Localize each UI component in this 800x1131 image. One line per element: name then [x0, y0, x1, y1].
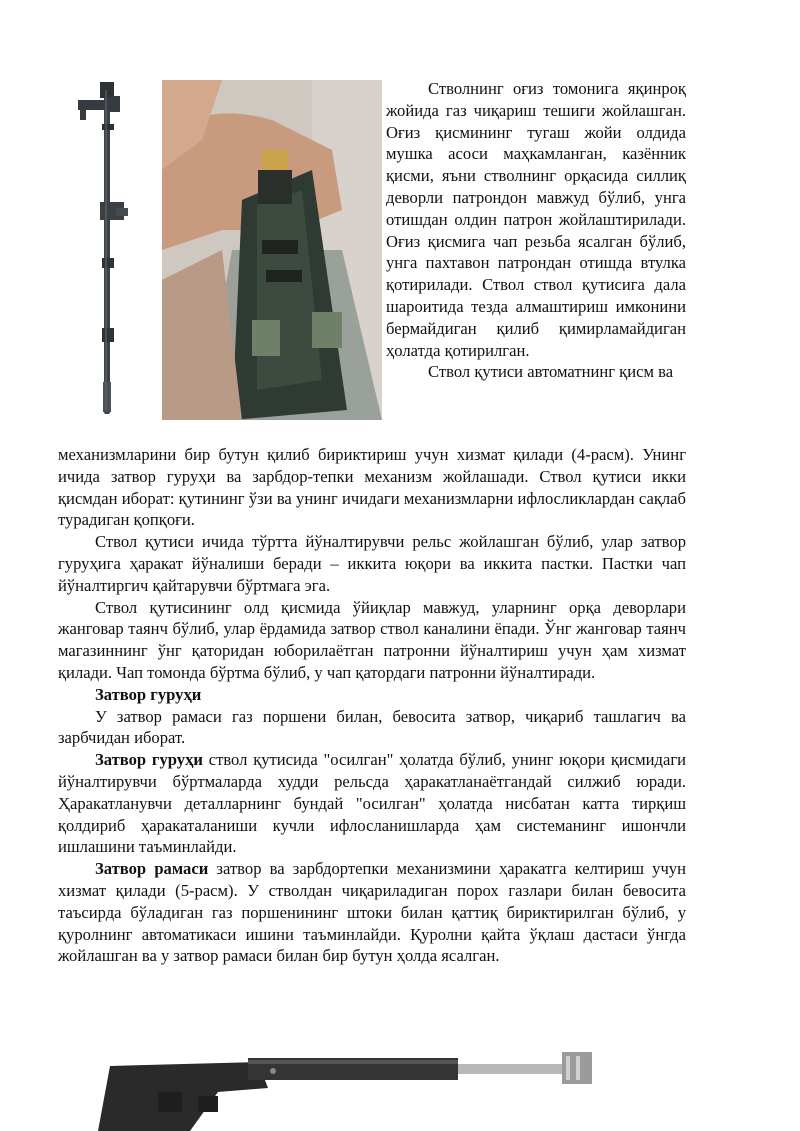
bolt-group-heading: Затвор гуруҳи	[95, 684, 202, 704]
intro-paragraph: Стволнинг оғиз томонига яқинроқ жойида газ чиқариш тешиги жойлашган. Оғиз қисмининг тугаш жойи олдида мушка асоси маҳкамланган, казённик қисми, яъни стволнинг орқасида силлиқ деворли патрондон мавжуд бўлиб, унга отишдан олдин патрон жойлаштирилади. Оғиз қисмига чап резьба ясалган бўлиб, унга пахтавон патрондан отишда втулка қотирилади. Ствол ствол қутисига дала шароитида тезда алмаштириш имконини бермайдиган қилиб қимирламайдиган ҳолатда қотирилган.	[386, 79, 686, 360]
barrel-image	[78, 82, 136, 418]
receiver-paragraph: механизмларини бир бутун қилиб бириктириш учун хизмат қилади (4-расм). Унинг ичида затвор гуруҳи ва зарбдор-тепки механизм жойлашади. Ствол қутиси икки қисмдан иборат: қутининг ўзи ва унинг ичидаги механизмларни ифлосликлардан сақлаб турадиган қопқоғи.	[58, 445, 686, 530]
intro-text-block	[386, 78, 686, 383]
bolt-group-paragraph	[58, 749, 686, 858]
receiver-photo	[162, 80, 382, 420]
bolt-group-description: ствол қутисида "осилган" ҳолатда бўлиб, унинг юқори қисмидаги йўналтирувчи бўртмаларда худди рельсда ҳаракатланаётгандай силжиб юради. Ҳаракатланувчи деталларнинг бундай "осилган" ҳолатда нисбатан катта тирқиш қолдириб ҳаракаталаниши кучли ифлосланишларда ҳам системанинг ишончли ишлашини таъминлайди.	[58, 750, 687, 857]
bolt-group-term: Затвор гуруҳи	[95, 750, 203, 770]
bolt-carrier-description: затвор ва зарбдортепки механизмини ҳаракатга келтириш учун хизмат қилади (5-расм). У стволдан чиқариладиган порох газлари билан бевосита таъсирда бўладиган газ поршенининг штоки билан қаттиқ бириктирилган бўлиб, у қуролнинг автоматикаси ишини таъминлайди. Қуролни қайта ўқлаш дастаси ўнгда жойлашган ва у затвор рамаси билан бир бутун ҳолда ясалган.	[58, 859, 686, 966]
body-text-block	[58, 444, 686, 967]
bolt-group-composition-paragraph: У затвор рамаси газ поршени билан, бевосита затвор, чиқариб ташлагич ва зарбчидан иборат.	[58, 706, 686, 748]
cutouts-paragraph: Ствол қутисининг олд қисмида ўйиқлар мавжуд, уларнинг орқа деворлари жанговар таянч бўлиб, улар ёрдамида затвор ствол каналини ёпади. Ўнг жанговар таянч магазиннинг ўнг қаторидан юборилаётган патронни йўналтириш учун ҳам хизмат қилади. Чап томонда бўртма бўлиб, у чап қатордаги патронни йўналтиради.	[58, 597, 686, 682]
rails-paragraph: Ствол қутиси ичида тўртта йўналтирувчи рельс жойлашган бўлиб, улар затвор гуруҳига ҳаракат йўналиши беради – иккита юқори ва иккита пастки. Пастки чап йўналтиргич қайтарувчи бўртмага эга.	[58, 532, 686, 595]
bolt-carrier-image	[98, 1052, 608, 1131]
receiver-paragraph-start: Ствол қутиси автоматнинг қисм ва	[428, 362, 674, 382]
bolt-carrier-term: Затвор рамаси	[95, 859, 209, 879]
bolt-carrier-paragraph	[58, 858, 686, 967]
